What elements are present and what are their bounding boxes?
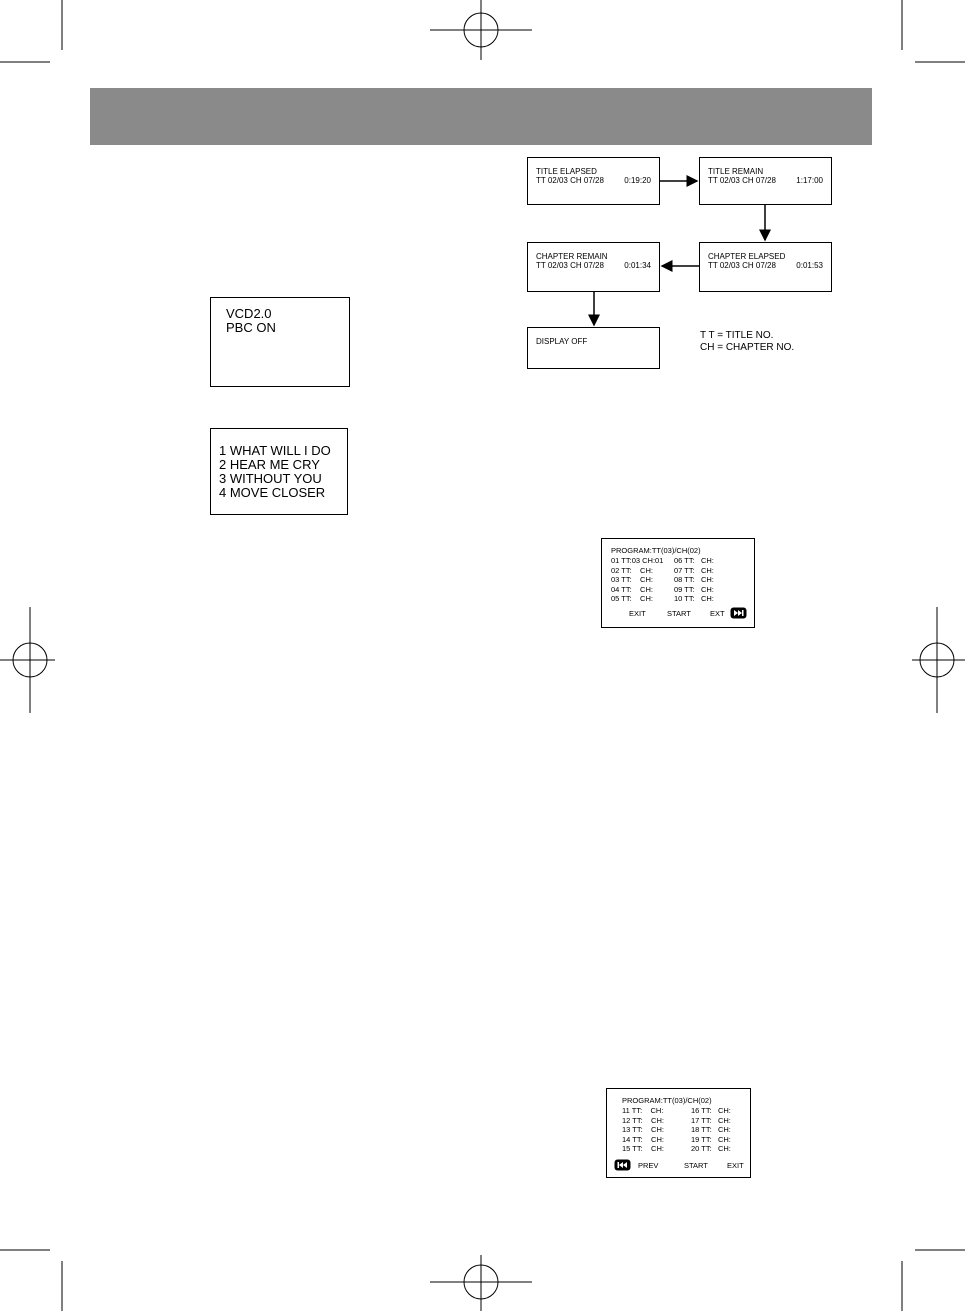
start-option[interactable]: START [667,609,691,618]
track-item: 2 HEAR ME CRY [219,457,320,472]
program-entry: 13 TT: CH: [622,1125,664,1134]
legend [700,330,794,354]
program-entry: 20 TT: CH: [691,1144,731,1153]
pbc-status: PBC ON [226,320,276,335]
program-entry: 16 TT: CH: [691,1106,731,1115]
title-remain-info: TT 02/03 CH 07/28 [708,176,776,185]
program-entry: 01 TT:03 CH:01 [611,556,664,565]
program-entry: 19 TT: CH: [691,1134,731,1144]
program-entry: 18 TT: CH: [691,1125,731,1134]
chapter-elapsed-screen [699,242,832,292]
chapter-elapsed-info: TT 02/03 CH 07/28 [708,261,776,270]
program-entry: 10 TT: CH: [674,594,714,603]
program-entry: 03 TT: CH: [611,575,653,584]
program-entry: 14 TT: CH: [622,1134,664,1144]
program-col-left [611,556,673,604]
program-entry: 08 TT: CH: [674,575,714,584]
program-title: PROGRAM:TT(03)/CH(02) [622,1096,712,1105]
program-entry: 05 TT: CH: [611,594,653,603]
chapter-remain-screen [527,242,660,292]
program-entry: 07 TT: CH: [674,565,714,575]
ext-option[interactable]: EXT [710,609,725,618]
display-off-label: DISPLAY OFF [536,337,588,346]
title-elapsed-label: TITLE ELAPSED [536,167,597,176]
program-screen-page1 [601,538,755,628]
exit-option[interactable]: EXIT [727,1161,744,1170]
next-page-icon[interactable] [730,607,747,619]
track-item: 3 WITHOUT YOU [219,471,322,486]
program-screen-page2 [606,1088,751,1178]
chapter-remain-label: CHAPTER REMAIN [536,252,608,261]
legend-tt: T T = TITLE NO. [700,330,774,341]
exit-option[interactable]: EXIT [629,609,646,618]
title-elapsed-info: TT 02/03 CH 07/28 [536,176,604,185]
vcd-pbc-screen [210,297,350,387]
program-entry: 12 TT: CH: [622,1115,664,1125]
chapter-remain-info: TT 02/03 CH 07/28 [536,261,604,270]
track-item: 4 MOVE CLOSER [219,485,326,500]
program-entry: 04 TT: CH: [611,584,653,594]
title-remain-label: TITLE REMAIN [708,167,764,176]
chapter-elapsed-label: CHAPTER ELAPSED [708,252,786,261]
track-item: 1 WHAT WILL I DO [219,443,331,458]
program-entry: 02 TT: CH: [611,565,653,575]
title-remain-screen [699,157,832,205]
vcd-version: VCD2.0 [226,306,272,321]
start-option[interactable]: START [684,1161,708,1170]
program-title: PROGRAM:TT(03)/CH(02) [611,546,701,555]
chapter-elapsed-time: 0:01:53 [796,261,823,270]
title-elapsed-time: 0:19:20 [624,176,651,185]
program-entry: 11 TT: CH: [622,1106,664,1115]
chapter-remain-time: 0:01:34 [624,261,651,270]
program-col-right [691,1106,731,1154]
program-entry: 17 TT: CH: [691,1115,731,1125]
program-col-left [622,1106,690,1154]
header-band [90,88,872,145]
previous-page-icon[interactable] [614,1159,631,1171]
program-entry: 06 TT: CH: [674,556,714,565]
program-col-right [674,556,714,604]
program-entry: 15 TT: CH: [622,1144,664,1153]
legend-ch: CH = CHAPTER NO. [700,342,795,353]
title-remain-time: 1:17:00 [796,176,823,185]
title-elapsed-screen [527,157,660,205]
display-off-screen [527,327,660,369]
track-list-screen [210,428,348,515]
prev-option[interactable]: PREV [638,1161,659,1170]
program-entry: 09 TT: CH: [674,584,714,594]
